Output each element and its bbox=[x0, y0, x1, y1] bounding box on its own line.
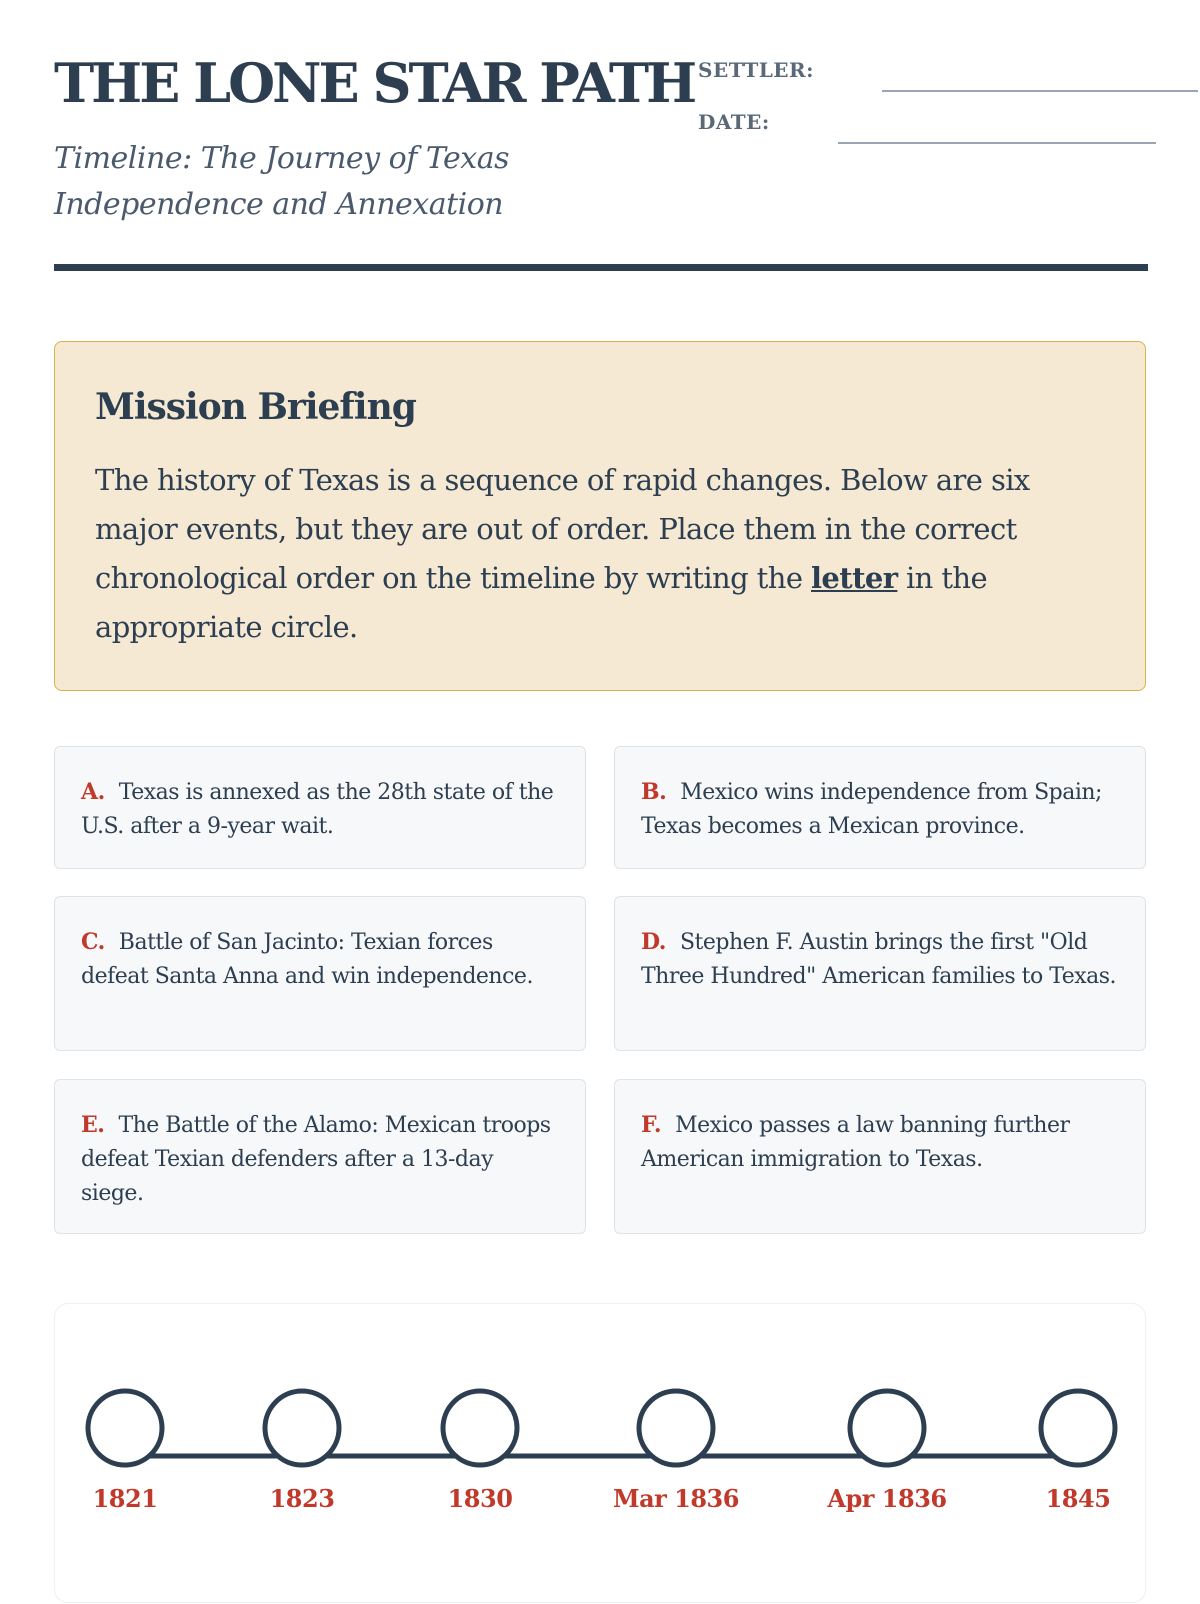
event-card-a bbox=[54, 746, 586, 869]
timeline-date-label: 1823 bbox=[269, 1484, 335, 1513]
event-text: Battle of San Jacinto: Texian forces defeat Santa Anna and win independence. bbox=[81, 930, 533, 989]
event-card-d bbox=[614, 896, 1146, 1051]
settler-field bbox=[698, 58, 1148, 110]
event-letter: E. bbox=[81, 1112, 105, 1138]
event-text: Texas is annexed as the 28th state of the U.S. after a 9-year wait. bbox=[81, 780, 554, 839]
timeline-date-label: Apr 1836 bbox=[827, 1484, 947, 1513]
timeline-date-label: 1845 bbox=[1045, 1484, 1111, 1513]
settler-label: SETTLER: bbox=[698, 58, 815, 82]
student-info-fields bbox=[698, 58, 1148, 162]
date-label: DATE: bbox=[698, 110, 770, 134]
worksheet-header bbox=[54, 48, 1148, 278]
briefing-heading: Mission Briefing bbox=[95, 386, 416, 428]
event-text: Stephen F. Austin brings the first "Old Three Hundred" American families to Texas. bbox=[641, 930, 1117, 989]
briefing-text-start: The history of Texas is a sequence of rapid changes. Below are six major events, but they are out of order. Place them in the correct chronological order on the timeline by writing the bbox=[95, 463, 1030, 595]
timeline-answer-circle-6[interactable] bbox=[1041, 1391, 1115, 1465]
date-input-line[interactable] bbox=[838, 142, 1156, 144]
timeline-graphic bbox=[55, 1304, 1147, 1604]
event-card-c bbox=[54, 896, 586, 1051]
timeline-answer-circle-5[interactable] bbox=[850, 1391, 924, 1465]
event-letter: D. bbox=[641, 929, 666, 955]
event-card-e bbox=[54, 1079, 586, 1234]
timeline-date-label: Mar 1836 bbox=[613, 1484, 739, 1513]
date-field bbox=[698, 110, 1148, 162]
timeline-date-label: 1830 bbox=[447, 1484, 513, 1513]
worksheet-page bbox=[54, 0, 1148, 1600]
page-subtitle: Timeline: The Journey of Texas Independence and Annexation bbox=[54, 141, 509, 222]
event-letter: B. bbox=[641, 779, 667, 805]
event-text: The Battle of the Alamo: Mexican troops defeat Texian defenders after a 13-day siege. bbox=[81, 1113, 551, 1206]
timeline-answer-circle-2[interactable] bbox=[265, 1391, 339, 1465]
event-letter: C. bbox=[81, 929, 105, 955]
briefing-text bbox=[95, 456, 1095, 652]
header-divider bbox=[54, 264, 1148, 271]
event-letter: F. bbox=[641, 1112, 662, 1138]
event-text: Mexico passes a law banning further American immigration to Texas. bbox=[641, 1113, 1070, 1172]
event-letter: A. bbox=[81, 779, 105, 805]
briefing-text-end: in the appropriate circle. bbox=[95, 561, 988, 644]
settler-input-line[interactable] bbox=[882, 90, 1198, 92]
event-card-f bbox=[614, 1079, 1146, 1234]
timeline-answer-circle-1[interactable] bbox=[88, 1391, 162, 1465]
event-text: Mexico wins independence from Spain; Texas becomes a Mexican province. bbox=[641, 780, 1102, 839]
briefing-emphasis: letter bbox=[811, 561, 898, 595]
event-card-b bbox=[614, 746, 1146, 869]
timeline-answer-circle-3[interactable] bbox=[443, 1391, 517, 1465]
mission-briefing bbox=[54, 341, 1146, 691]
timeline-date-label: 1821 bbox=[92, 1484, 158, 1513]
timeline-panel bbox=[54, 1303, 1146, 1603]
page-title: THE LONE STAR PATH bbox=[54, 51, 695, 115]
timeline-answer-circle-4[interactable] bbox=[639, 1391, 713, 1465]
